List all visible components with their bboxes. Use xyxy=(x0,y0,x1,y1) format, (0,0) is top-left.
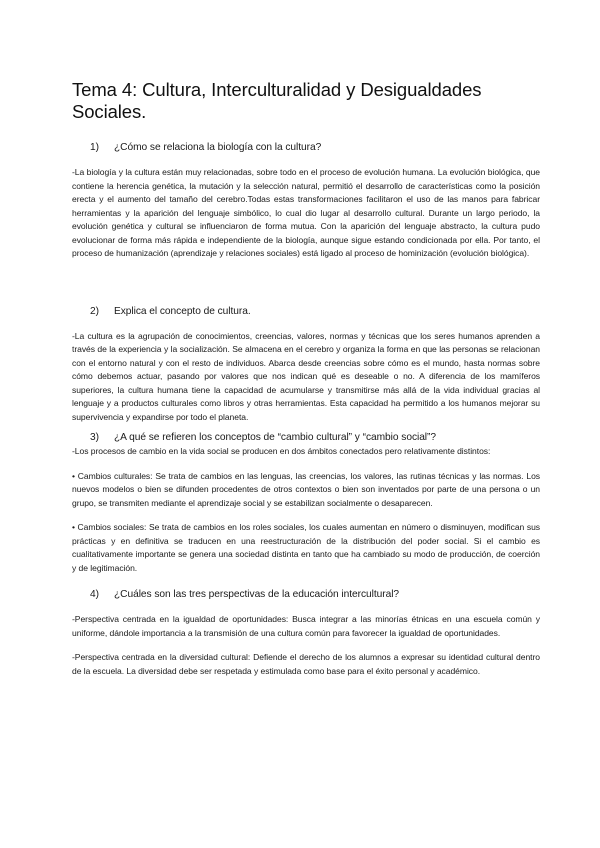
question-text: ¿Cómo se relaciona la biología con la cultura? xyxy=(114,142,322,153)
question-number: 4) xyxy=(90,589,99,600)
answer-paragraph: -La biología y la cultura están muy relacionadas, sobre todo en el proceso de evolución humana. La evolución biológica, que contiene la herencia genética, la mutación y la selección natural, permitió el desarrollo de características como la posición erecta y el aumento del tamaño del cerebro.Todas estas transformaciones facilitaron el uso de las manos para fabricar herramientas y la aparición del lenguaje simbólico, lo cual dio lugar al desarrollo cultural. Durante un largo periodo, la evolución genética y cultural se influenciaron de forma mutua. Con la aparición del lenguaje abstracto, la cultura pudo evolucionar de forma más rápida e independiente de la biología, aunque sigue estando condicionada por ella. Por tanto, el proceso de humanización (aprendizaje y relaciones sociales) está ligado al proceso de hominización (evolución biológica). xyxy=(72,167,540,258)
answer-paragraph: -Perspectiva centrada en la igualdad de oportunidades: Busca integrar a las minorías étnicas en una escuela común y uniforme, dándole importancia a la transmisión de una cultura común para favorecer la igualdad de oportunidades. xyxy=(72,614,540,638)
answer-paragraph: -Perspectiva centrada en la diversidad cultural: Defiende el derecho de los alumnos a expresar su identidad cultural dentro de la escuela. La diversidad debe ser respetada y estimulada como base para el éxito personal y académico. xyxy=(72,652,540,676)
answer-paragraph: -Los procesos de cambio en la vida social se producen en dos ámbitos conectados pero relativamente distintos: xyxy=(72,446,491,456)
question-heading xyxy=(72,588,540,601)
question-heading xyxy=(72,141,540,154)
question-text: ¿A qué se refieren los conceptos de “cambio cultural” y “cambio social”? xyxy=(114,432,436,443)
document-title: Tema 4: Cultura, Interculturalidad y Desigualdades Sociales. xyxy=(72,79,482,122)
question-number: 2) xyxy=(90,305,99,317)
question-text: ¿Cuáles son las tres perspectivas de la educación intercultural? xyxy=(114,589,400,600)
answer-paragraph: • Cambios sociales: Se trata de cambios en los roles sociales, los cuales aumentan en número o disminuyen, modifican sus prácticas y en definitiva se traducen en una reestructuración de la distribución del poder social. Si el cambio es cualitativamente importante se genera una sociedad distinta en tanto que ha cambiado su modo de producción, de coerción y de legitimación. xyxy=(72,522,540,573)
question-heading xyxy=(72,305,540,318)
answer-paragraph: • Cambios culturales: Se trata de cambios en las lenguas, las creencias, los valores, las rutinas técnicas y las normas. Los nuevos modelos o bien se difunden procedentes de otros contextos o bien son inventados por parte de una persona o un grupo, se transmiten mediante el aprendizaje social y se estabilizan socialmente o desaparecen. xyxy=(72,470,540,508)
question-number: 3) xyxy=(90,432,99,443)
question-text: Explica el concepto de cultura. xyxy=(114,305,251,317)
question-number: 1) xyxy=(90,142,99,153)
question-heading xyxy=(72,431,540,444)
answer-paragraph: -La cultura es la agrupación de conocimientos, creencias, valores, normas y técnicas que los seres humanos aprenden a través de la experiencia y la socialización. Se almacena en el cerebro y organiza la forma en que las personas se relacionan con el entorno natural y con el resto de individuos. Abarca desde creencias sobre cómo es el mundo, hasta normas sobre cómo debemos actuar, pasando por valores que nos indican qué es deseable o no. A diferencia de los mamíferos superiores, la cultura humana tiene la capacidad de acumularse y transmitirse más allá de la vida individual gracias al lenguaje y a productos culturales como libros y otras herramientas. Esta capacidad ha permitido a los humanos mejorar su supervivencia y expandirse por todo el planeta. xyxy=(72,330,540,422)
